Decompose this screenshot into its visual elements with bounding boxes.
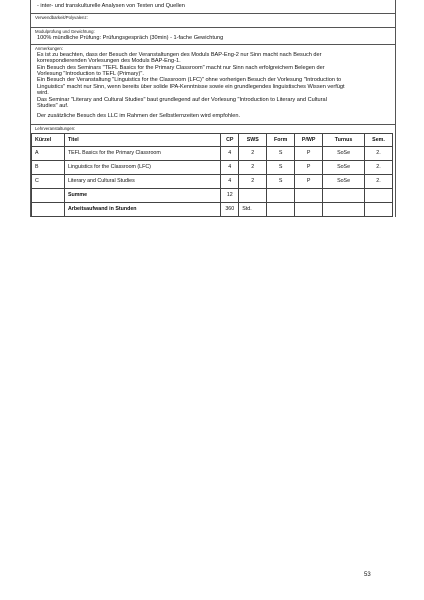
- sum-row: [32, 188, 393, 202]
- table-row: [32, 160, 393, 174]
- workload-value: 360: [221, 202, 239, 216]
- exam-label: Modulprüfung und Gewichtung:: [35, 29, 95, 35]
- header-form: Form: [267, 133, 295, 146]
- notes-line: wird.: [37, 90, 49, 97]
- usability-section: [31, 14, 395, 28]
- cell-empty: [365, 202, 393, 216]
- courses-header-row: [32, 133, 393, 146]
- cell-empty: [295, 188, 323, 202]
- table-row: [32, 174, 393, 188]
- cell-empty: [32, 188, 65, 202]
- courses-label: Lehrveranstaltungen:: [35, 125, 76, 131]
- workload-row: [32, 202, 393, 216]
- workload-unit: Std.: [239, 202, 267, 216]
- cell-empty: [267, 188, 295, 202]
- header-titel: Titel: [64, 133, 220, 146]
- courses-section: [31, 125, 395, 217]
- notes-section: [31, 45, 395, 125]
- table-row: [32, 146, 393, 160]
- cell-empty: [32, 202, 65, 216]
- notes-line: Linguistics" macht nur Sinn, wenn bereits über solide IPA-Kenntnisse sowie ein grundlegendes linguistisches Wissen verfügt: [37, 83, 345, 90]
- sum-cp: 12: [221, 188, 239, 202]
- cell-titel: TEFL Basics for the Primary Classroom: [64, 146, 220, 160]
- cell-pwp: P: [295, 174, 323, 188]
- header-sem: Sem.: [365, 133, 393, 146]
- notes-line: Es ist zu beachten, dass der Besuch der Veranstaltungen des Moduls BAP-Eng-2 nur Sinn macht nach Besuch der: [37, 51, 322, 58]
- courses-table: [31, 133, 393, 217]
- cell-empty: [295, 202, 323, 216]
- cell-empty: [267, 202, 295, 216]
- header-turnus: Turnus: [323, 133, 365, 146]
- notes-label: Anmerkungen:: [35, 45, 63, 51]
- header-kuerzel: Kürzel: [32, 133, 65, 146]
- cell-turnus: SoSe: [323, 146, 365, 160]
- cell-turnus: SoSe: [323, 174, 365, 188]
- sum-label: Summe: [64, 188, 220, 202]
- cell-sws: 2: [239, 160, 267, 174]
- learning-goal-item: - inter- und transkulturelle Analysen von Texten und Quellen: [37, 3, 185, 9]
- cell-empty: [323, 188, 365, 202]
- module-frame: [30, 0, 396, 217]
- cell-empty: [239, 188, 267, 202]
- cell-kuerzel: B: [32, 160, 65, 174]
- notes-line: Ein Besuch der Veranstaltung "Linguistics for the Classroom (LFC)" ohne vorherigen Besuch der Vorlesung "Introduction to: [37, 77, 342, 84]
- cell-titel: Literary and Cultural Studies: [64, 174, 220, 188]
- page-number: 53: [364, 572, 371, 578]
- cell-form: S: [267, 174, 295, 188]
- header-pwp: P/WP: [295, 133, 323, 146]
- cell-cp: 4: [221, 146, 239, 160]
- cell-empty: [365, 188, 393, 202]
- header-cp: CP: [221, 133, 239, 146]
- cell-kuerzel: C: [32, 174, 65, 188]
- cell-sws: 2: [239, 146, 267, 160]
- exam-text: 100% mündliche Prüfung: Prüfungsgespräch (30min) - 1-fache Gewichtung: [37, 35, 224, 42]
- notes-line: korrespondierenden Vorlesungen des Moduls BAP-Eng-1.: [37, 58, 181, 65]
- cell-sem: 2.: [365, 146, 393, 160]
- usability-label: Verwendbarkeit/Polyvalenz:: [35, 15, 88, 21]
- cell-turnus: SoSe: [323, 160, 365, 174]
- cell-titel: Linguistics for the Classroom (LFC): [64, 160, 220, 174]
- workload-label: Arbeitsaufwand in Stunden: [64, 202, 220, 216]
- cell-form: S: [267, 146, 295, 160]
- exam-section: [31, 28, 395, 44]
- cell-sem: 2.: [365, 174, 393, 188]
- notes-line: Ein Besuch des Seminars "TEFL Basics for the Primary Classroom" macht nur Sinn nach erfolgreichem Belegen der: [37, 64, 325, 71]
- cell-pwp: P: [295, 160, 323, 174]
- cell-kuerzel: A: [32, 146, 65, 160]
- cell-cp: 4: [221, 160, 239, 174]
- notes-line: Studies" auf.: [37, 103, 69, 110]
- learning-goals-continued: [31, 0, 395, 14]
- cell-sws: 2: [239, 174, 267, 188]
- header-sws: SWS: [239, 133, 267, 146]
- notes-line: Vorlesung "Introduction to TEFL (Primary)".: [37, 71, 144, 78]
- notes-recommendation: Der zusätzliche Besuch des LLC im Rahmen der Selbstlernzeiten wird empfohlen.: [37, 113, 241, 120]
- notes-text: [35, 52, 391, 120]
- cell-sem: 2.: [365, 160, 393, 174]
- notes-line: Das Seminar "Literary and Cultural Studies" baut grundlegend auf der Vorlesung "Introduction to Literary and Cultural: [37, 96, 327, 103]
- cell-pwp: P: [295, 146, 323, 160]
- cell-empty: [323, 202, 365, 216]
- cell-form: S: [267, 160, 295, 174]
- cell-cp: 4: [221, 174, 239, 188]
